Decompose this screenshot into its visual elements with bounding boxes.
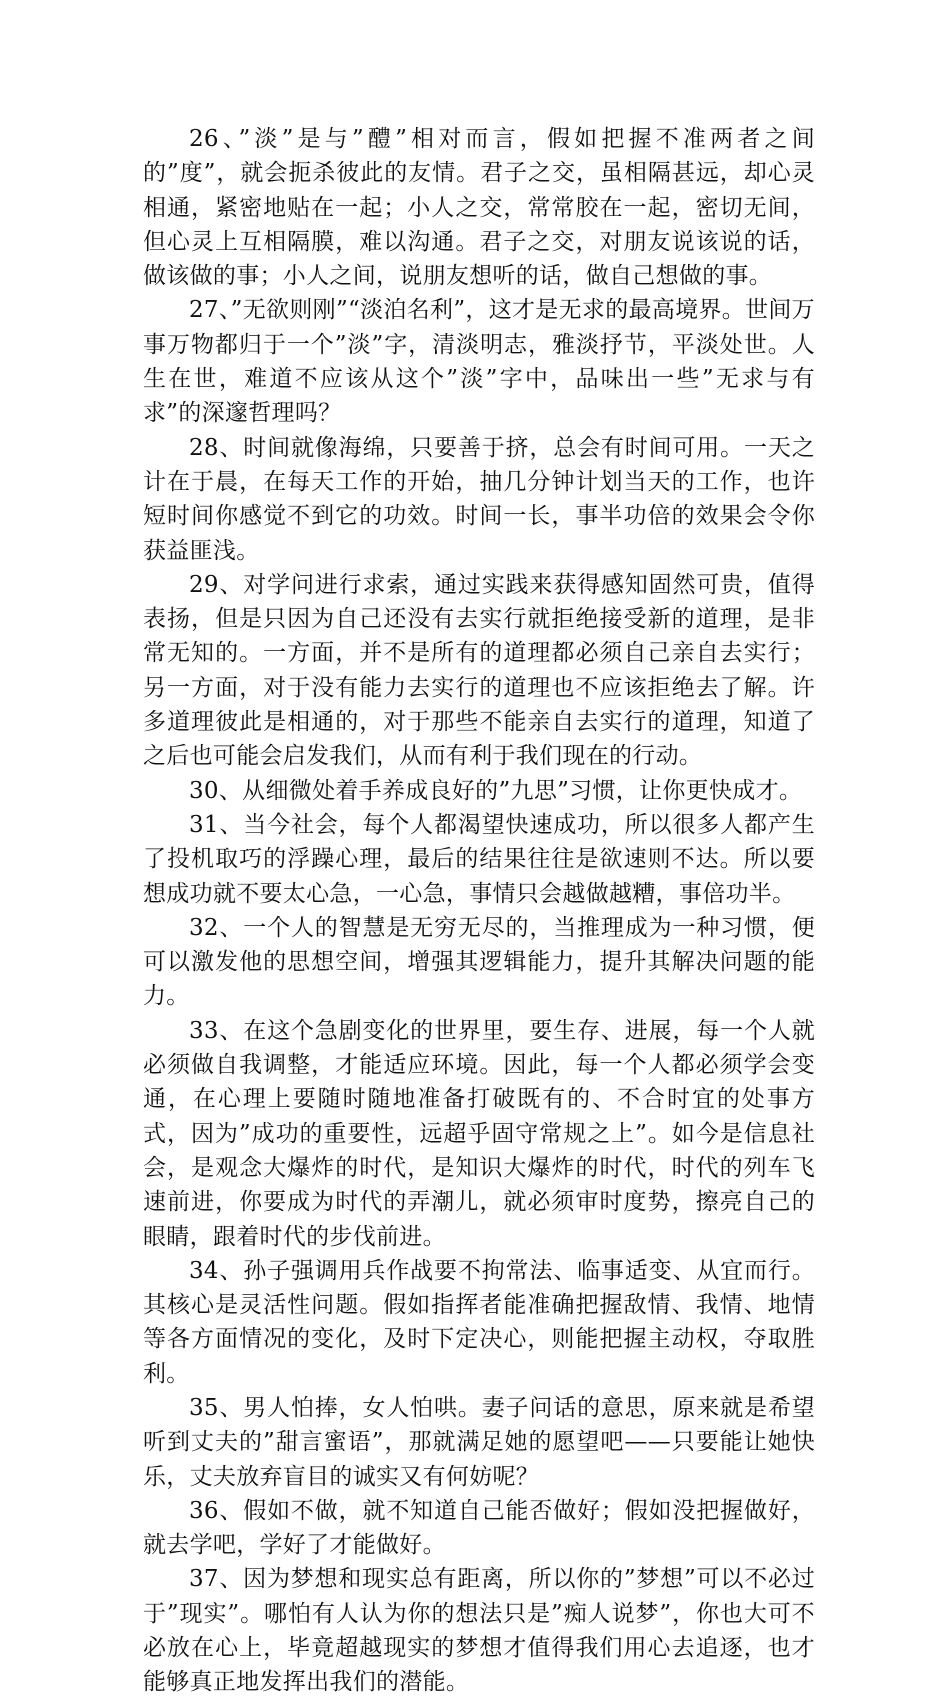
- paragraph-33: 33、在这个急剧变化的世界里，要生存、进展，每一个人就必须做自我调整，才能适应环境。因此，每一个人都必须学会变通，在心理上要随时随地准备打破既有的、不合时宜的处事方式，因为”成功的重要性，远超乎固守常规之上”。如今是信息社会，是观念大爆炸的时代，是知识大爆炸的时代，时代的列车飞速前进，你要成为时代的弄潮儿，就必须审时度势，擦亮自己的眼睛，跟着时代的步伐前进。: [143, 1017, 815, 1250]
- paragraph-28: 28、时间就像海绵，只要善于挤，总会有时间可用。一天之计在于晨，在每天工作的开始，抽几分钟计划当天的工作，也许短时间你感觉不到它的功效。时间一长，事半功倍的效果会令你获益匪浅。: [143, 434, 815, 564]
- paragraph-29: 29、对学问进行求索，通过实践来获得感知固然可贵，值得表扬，但是只因为自己还没有去实行就拒绝接受新的道理，是非常无知的。一方面，并不是所有的道理都必须自己亲自去实行；另一方面，对于没有能力去实行的道理也不应该拒绝去了解。许多道理彼此是相通的，对于那些不能亲自去实行的道理，知道了之后也可能会启发我们，从而有利于我们现在的行动。: [143, 571, 815, 770]
- paragraph-37: 37、因为梦想和现实总有距离，所以你的”梦想”可以不必过于”现实”。哪怕有人认为你的想法只是”痴人说梦”，你也大可不必放在心上，毕竟超越现实的梦想才值得我们用心去追逐，也才能够真正地发挥出我们的潜能。: [143, 1566, 815, 1696]
- paragraph-31: 31、当今社会，每个人都渴望快速成功，所以很多人都产生了投机取巧的浮躁心理，最后的结果往往是欲速则不达。所以要想成功就不要太心急，一心急，事情只会越做越糟，事倍功半。: [143, 811, 815, 907]
- paragraph-35: 35、男人怕捧，女人怕哄。妻子问话的意思，原来就是希望听到丈夫的”甜言蜜语”，那就满足她的愿望吧——只要能让她快乐，丈夫放弃盲目的诚实又有何妨呢？: [143, 1394, 815, 1490]
- document-page: [143, 122, 815, 1700]
- paragraph-34: 34、孙子强调用兵作战要不拘常法、临事适变、从宜而行。其核心是灵活性问题。假如指挥者能准确把握敌情、我情、地情等各方面情况的变化，及时下定决心，则能把握主动权，夺取胜利。: [143, 1257, 815, 1387]
- paragraph-30: 30、从细微处着手养成良好的”九思”习惯，让你更快成才。: [189, 777, 803, 804]
- paragraph-32: 32、一个人的智慧是无穷无尽的，当推理成为一种习惯，便可以激发他的思想空间，增强其逻辑能力，提升其解决问题的能力。: [143, 914, 815, 1010]
- paragraph-36: 36、假如不做，就不知道自己能否做好；假如没把握做好，就去学吧，学好了才能做好。: [143, 1497, 815, 1559]
- paragraph-27: 27、”无欲则刚”“淡泊名利”，这才是无求的最高境界。世间万事万物都归于一个”淡”字，清淡明志，雅淡抒节，平淡处世。人生在世，难道不应该从这个”淡”字中，品味出一些”无求与有求”的深邃哲理吗？: [143, 297, 815, 427]
- paragraph-26: 26、”淡”是与”醴”相对而言，假如把握不准两者之间的”度”，就会扼杀彼此的友情。君子之交，虽相隔甚远，却心灵相通，紧密地贴在一起；小人之交，常常胶在一起，密切无间，但心灵上互相隔膜，难以沟通。君子之交，对朋友说该说的话，做该做的事；小人之间，说朋友想听的话，做自己想做的事。: [143, 126, 815, 290]
